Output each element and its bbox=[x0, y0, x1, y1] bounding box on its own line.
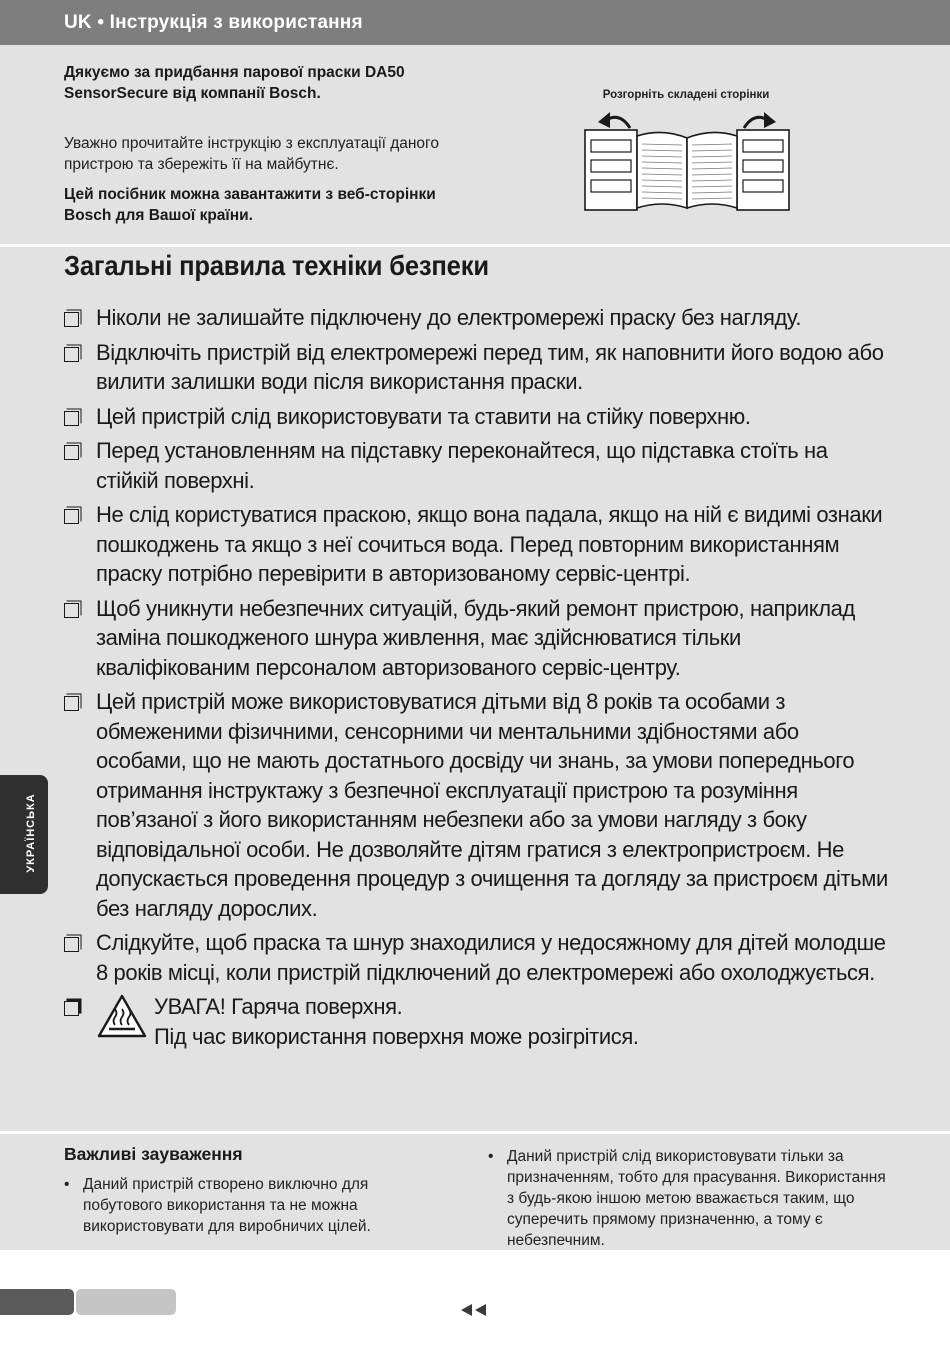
language-tab-label: УКРАЇНСЬКА bbox=[25, 793, 37, 873]
hot-surface-warning bbox=[64, 992, 894, 1051]
safety-rule: Відключіть пристрій від електромережі перед тим, як наповнити його водою або вилити залишки води після використання праски. bbox=[64, 338, 894, 397]
warning-text: Під час використання поверхня може розігрітися. bbox=[154, 1023, 639, 1049]
safety-rule: Ніколи не залишайте підключену до електромережі праску без нагляду. bbox=[64, 303, 894, 333]
page-progress-track bbox=[76, 1289, 176, 1315]
note-item bbox=[64, 1174, 428, 1237]
safety-rule: Перед установленням на підставку переконайтеся, що підставка стоїть на стійкій поверхні. bbox=[64, 436, 894, 495]
warning-title: УВАГА! Гаряча поверхня. bbox=[154, 994, 403, 1019]
checkbox-bullet-icon bbox=[64, 1001, 79, 1016]
page-progress-filled bbox=[0, 1289, 74, 1315]
unfold-pages-illustration bbox=[580, 108, 794, 216]
safety-title: Загальні правила техніки безпеки bbox=[64, 250, 489, 281]
note-item bbox=[488, 1146, 887, 1251]
checkbox-bullet-icon bbox=[64, 445, 79, 460]
checkbox-bullet-icon bbox=[64, 411, 79, 426]
intro-download-text: Цей посібник можна завантажити з веб-сторінки Bosch для Вашої країни. bbox=[64, 186, 436, 224]
unfold-caption: Розгорніть складені сторінки bbox=[602, 89, 770, 101]
checkbox-bullet-icon bbox=[64, 937, 79, 952]
safety-rule: Щоб уникнути небезпечних ситуацій, будь-який ремонт пристрою, наприклад заміна пошкодженого шнура живлення, має здійснюватися тільки кваліфікованим персоналом авторизованого сервіс-центру. bbox=[64, 594, 894, 683]
safety-rule: Цей пристрій може використовуватися дітьми від 8 років та особами з обмеженими фізичними, сенсорними чи ментальними здібностями або особами, що не мають достатнього досвіду чи знань, за умови попереднього отримання інструктажу з безпечної експлуатації пристрою та розуміння пов’язаної з його використанням небезпеки або за умови нагляду з боку відповідальної особи. Не дозволяйте дітям гратися з електропристроєм. Не допускається проведення процедур з очищення та догляду за пристроєм дітьми без нагляду дорослих. bbox=[64, 687, 894, 923]
intro-thanks-text: Дякуємо за придбання парової праски DA50 SensorSecure від компанії Bosch. bbox=[64, 64, 405, 102]
language-tab bbox=[0, 775, 48, 894]
safety-rule: Цей пристрій слід використовувати та ставити на стійку поверхню. bbox=[64, 402, 894, 432]
bullet-dot-icon: • bbox=[64, 1176, 70, 1193]
safety-rule: Не слід користуватися праскою, якщо вона падала, якщо на ній є видимі ознаки пошкоджень та якщо з неї сочиться вода. Перед повторним використанням праску потрібно перевірити в авторизованому сервіс-центрі. bbox=[64, 500, 894, 589]
checkbox-bullet-icon bbox=[64, 347, 79, 362]
notes-title: Важливі зауваження bbox=[64, 1144, 243, 1164]
bullet-dot-icon: • bbox=[488, 1148, 494, 1165]
checkbox-bullet-icon bbox=[64, 312, 79, 327]
note-right-text: Даний пристрій слід використовувати тільки за призначенням, тобто для прасування. Використання з будь-якою іншою метою вважається таким, що суперечить прямому призначенню, а тому є небезпечним. bbox=[507, 1148, 886, 1249]
double-left-arrow-icon bbox=[460, 1303, 488, 1317]
checkbox-bullet-icon bbox=[64, 509, 79, 524]
safety-rules-list bbox=[64, 303, 894, 1051]
safety-rule: Слідкуйте, щоб праска та шнур знаходилися у недосяжному для дітей молодше 8 років місці, коли пристрій підключений до електромережі або охолоджується. bbox=[64, 928, 894, 987]
hot-surface-icon bbox=[96, 993, 148, 1039]
checkbox-bullet-icon bbox=[64, 603, 79, 618]
intro-read-text: Уважно прочитайте інструкцію з експлуатації даного пристрою та збережіть її на майбутнє. bbox=[64, 135, 439, 173]
note-left-text: Даний пристрій створено виключно для побутового використання та не можна використовувати для виробничих цілей. bbox=[83, 1176, 371, 1235]
checkbox-bullet-icon bbox=[64, 696, 79, 711]
header-title: UK • Інструкція з використання bbox=[64, 12, 363, 33]
